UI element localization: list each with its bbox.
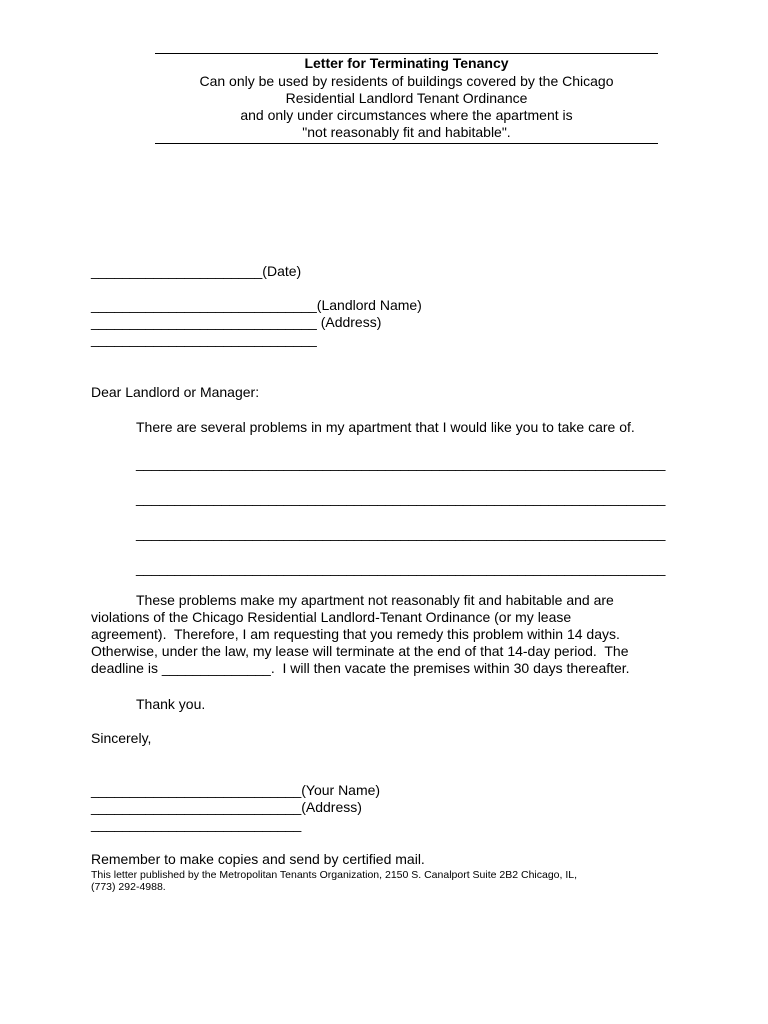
problem-line-2: ____________________________________________________________________ [136, 490, 666, 506]
body-line-4: Otherwise, under the law, my lease will terminate at the end of that 14-day period. The [91, 643, 629, 659]
publisher-footer-line-2: (773) 292-4988. [91, 881, 166, 893]
body-line-3: agreement). Therefore, I am requesting that you remedy this problem within 14 days. [91, 626, 620, 642]
problem-line-3: ____________________________________________________________________ [136, 525, 666, 541]
your-address-line: ___________________________(Address) [91, 799, 362, 815]
certified-mail-reminder: Remember to make copies and send by certified mail. [91, 851, 425, 867]
problem-line-1: ____________________________________________________________________ [136, 455, 666, 471]
body-line-2: violations of the Chicago Residential Landlord-Tenant Ordinance (or my lease [91, 609, 572, 625]
letter-title: Letter for Terminating Tenancy [304, 55, 509, 71]
problem-line-4: ____________________________________________________________________ [136, 560, 666, 576]
landlord-address-line-2: _____________________________ [91, 331, 317, 347]
publisher-footer-line-1: This letter published by the Metropolitan Tenants Organization, 2150 S. Canalport Suite 2B2 Chicago, IL, [91, 869, 578, 881]
thank-you: Thank you. [136, 696, 206, 712]
header-line-3: and only under circumstances where the apartment is [240, 107, 573, 123]
body-line-1: These problems make my apartment not reasonably fit and habitable and are [136, 592, 614, 608]
header-line-2: Residential Landlord Tenant Ordinance [285, 90, 528, 106]
landlord-address-line: _____________________________ (Address) [91, 314, 382, 330]
sincerely: Sincerely, [91, 730, 152, 746]
header-bottom-rule [155, 143, 658, 144]
header-line-1: Can only be used by residents of buildings covered by the Chicago [199, 73, 614, 89]
intro-paragraph: There are several problems in my apartment that I would like you to take care of. [136, 419, 635, 435]
landlord-name-line: _____________________________(Landlord Name) [91, 297, 422, 313]
body-line-5: deadline is ______________. I will then vacate the premises within 30 days thereafter. [91, 660, 630, 676]
header-line-4: "not reasonably fit and habitable". [302, 124, 511, 140]
your-address-line-2: ___________________________ [91, 816, 302, 832]
your-name-line: ___________________________(Your Name) [91, 782, 381, 798]
header-top-rule [155, 53, 658, 54]
date-line: ______________________(Date) [91, 263, 302, 279]
salutation: Dear Landlord or Manager: [91, 384, 260, 400]
